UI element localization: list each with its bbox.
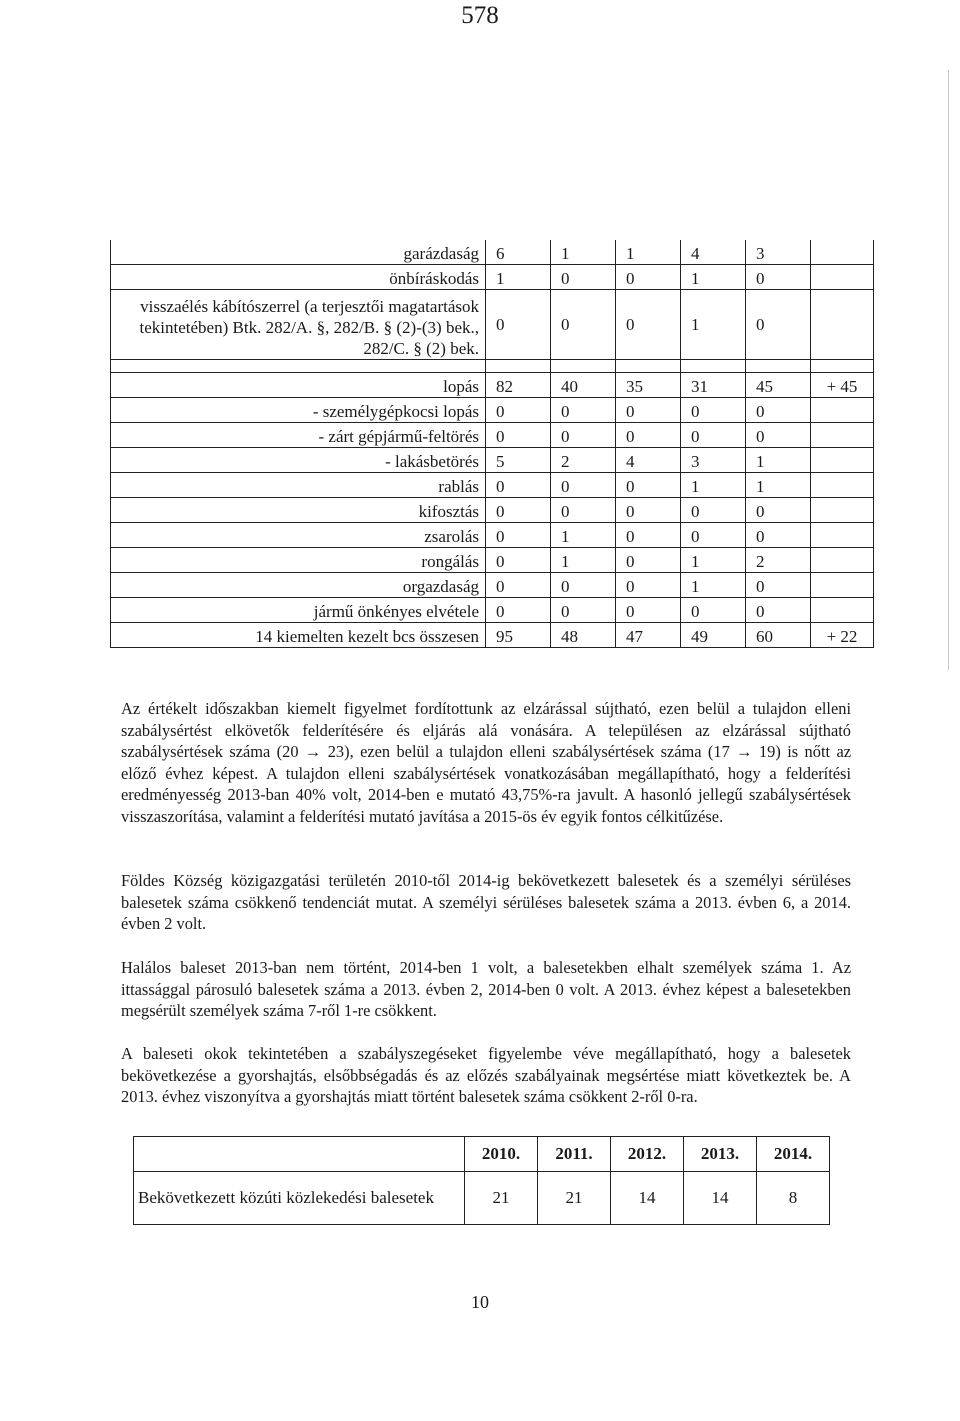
table-row (111, 498, 874, 523)
cell-value: 0 (616, 598, 681, 623)
table-row (111, 573, 874, 598)
cell-value: 0 (486, 548, 551, 573)
row-label: - személygépkocsi lopás (111, 398, 486, 423)
year-header: 2013. (684, 1137, 757, 1172)
cell-change (811, 448, 874, 473)
cell-value: 1 (746, 448, 811, 473)
accident-table (133, 1136, 830, 1225)
cell-value: 0 (551, 498, 616, 523)
cell-value: 1 (551, 523, 616, 548)
cell-value: 95 (486, 623, 551, 648)
cell-value: 8 (757, 1172, 830, 1225)
table-row (111, 398, 874, 423)
cell-value: 0 (486, 398, 551, 423)
cell-value: 0 (616, 573, 681, 598)
cell-value: 1 (681, 548, 746, 573)
cell-value: 0 (746, 573, 811, 598)
table-row (111, 423, 874, 448)
table-header-row (134, 1137, 830, 1172)
row-label: - zárt gépjármű-feltörés (111, 423, 486, 448)
cell-value: 0 (616, 398, 681, 423)
cell-value: 0 (551, 573, 616, 598)
table-row (111, 373, 874, 398)
cell-value: 1 (486, 265, 551, 290)
cell-value: 21 (465, 1172, 538, 1225)
cell-value: 3 (681, 448, 746, 473)
cell-value: 0 (551, 290, 616, 360)
year-header: 2011. (538, 1137, 611, 1172)
row-label: - lakásbetörés (111, 448, 486, 473)
cell-value: 1 (551, 548, 616, 573)
cell-change: + 45 (811, 373, 874, 398)
cell-value: 0 (486, 423, 551, 448)
cell-value: 0 (486, 598, 551, 623)
cell-change (811, 290, 874, 360)
cell-value: 1 (681, 573, 746, 598)
cell-value: 0 (616, 498, 681, 523)
cell-value: 48 (551, 623, 616, 648)
crime-statistics-table (110, 240, 874, 648)
margin-rule (948, 70, 949, 670)
cell-value: 0 (551, 265, 616, 290)
cell-value: 0 (681, 398, 746, 423)
cell-value: 0 (681, 423, 746, 448)
cell-value: 0 (616, 548, 681, 573)
cell-value: 0 (746, 498, 811, 523)
cell-change: + 22 (811, 623, 874, 648)
cell-value: 5 (486, 448, 551, 473)
row-label: önbíráskodás (111, 265, 486, 290)
cell-change (811, 523, 874, 548)
cell-value: 1 (746, 473, 811, 498)
table-row (111, 240, 874, 265)
table-row (111, 448, 874, 473)
cell-value: 14 (684, 1172, 757, 1225)
cell-value: 0 (551, 398, 616, 423)
cell-value: 82 (486, 373, 551, 398)
cell-value: 2 (551, 448, 616, 473)
cell-value: 1 (681, 473, 746, 498)
paragraph: A baleseti okok tekintetében a szabályszegéseket figyelembe véve megállapítható, hogy a balesetek bekövetkezése a gyorshajtás, elsőbbségadás és az előzés szabályainak megsértése miatt következtek be. A 2013. évhez viszonyítva a gyorshajtás miatt történt balesetek száma csökkent 2-ről 0-ra. (121, 1044, 851, 1106)
cell-change (811, 473, 874, 498)
cell-value: 4 (681, 240, 746, 265)
row-label: 14 kiemelten kezelt bcs összesen (111, 623, 486, 648)
cell-value: 14 (611, 1172, 684, 1225)
cell-value: 0 (681, 498, 746, 523)
table-row-total (111, 623, 874, 648)
cell-value: 45 (746, 373, 811, 398)
cell-change (811, 240, 874, 265)
cell-change (811, 598, 874, 623)
table-row (134, 1172, 830, 1225)
cell-value: 0 (746, 523, 811, 548)
cell-change (811, 265, 874, 290)
cell-value: 0 (616, 423, 681, 448)
cell-value: 0 (746, 290, 811, 360)
cell-value: 1 (681, 290, 746, 360)
cell-value: 21 (538, 1172, 611, 1225)
row-label: zsarolás (111, 523, 486, 548)
cell-value: 0 (746, 265, 811, 290)
row-label: garázdaság (111, 240, 486, 265)
table-row (111, 523, 874, 548)
cell-value: 60 (746, 623, 811, 648)
cell-change (811, 423, 874, 448)
cell-change (811, 498, 874, 523)
cell-value: 4 (616, 448, 681, 473)
cell-value: 0 (486, 498, 551, 523)
cell-value: 49 (681, 623, 746, 648)
cell-value: 0 (486, 523, 551, 548)
row-label: rongálás (111, 548, 486, 573)
table-spacer-row (111, 360, 874, 373)
table-row (111, 598, 874, 623)
table-row (111, 548, 874, 573)
cell-value: 0 (551, 473, 616, 498)
cell-value: 0 (616, 523, 681, 548)
year-header: 2014. (757, 1137, 830, 1172)
cell-value: 0 (486, 290, 551, 360)
year-header: 2010. (465, 1137, 538, 1172)
cell-value: 0 (616, 265, 681, 290)
cell-value: 0 (616, 290, 681, 360)
paragraph: Az értékelt időszakban kiemelt figyelmet fordítottunk az elzárással sújtható, ezen belül a tulajdon elleni szabálysértést elkövetők felderítésére és eljárás alá vonására. A településen az elzárással sújtható szabálysértések száma (20 → 23), ezen belül a tulajdon elleni szabálysértések száma (17 → 19) is nőtt az előző évhez képest. A tulajdon elleni szabálysértések vonatkozásában megállapítható, hogy a felderítési eredményesség 2013-ban 40% volt, 2014-ben e mutató 43,75%-ra javult. A hasonló jellegű szabálysértések visszaszorítása, valamint a felderítési mutató javítása a 2015-ös év egyik fontos célkitűzése. (121, 699, 851, 826)
row-label: Bekövetkezett közúti közlekedési balesetek (134, 1172, 465, 1225)
cell-change (811, 398, 874, 423)
cell-value: 3 (746, 240, 811, 265)
row-label: kifosztás (111, 498, 486, 523)
row-label: jármű önkényes elvétele (111, 598, 486, 623)
cell-value: 0 (486, 473, 551, 498)
paragraph: Halálos baleset 2013-ban nem történt, 2014-ben 1 volt, a balesetekben elhalt személyek száma 1. Az ittassággal párosuló balesetek száma a 2013. évben 2, 2014-ben 0 volt. A 2013. évhez képest a balesetekben megsérült személyek száma 7-ről 1-re csökkent. (121, 958, 851, 1020)
cell-value: 47 (616, 623, 681, 648)
cell-value: 0 (551, 598, 616, 623)
cell-value: 40 (551, 373, 616, 398)
year-header: 2012. (611, 1137, 684, 1172)
cell-value: 0 (486, 573, 551, 598)
cell-value: 0 (681, 598, 746, 623)
paragraph: Földes Község közigazgatási területén 2010-től 2014-ig bekövetkezett balesetek és a személyi sérüléses balesetek száma csökkenő tendenciát mutat. A személyi sérüléses balesetek száma a 2013. évben 6, a 2014. évben 2 volt. (121, 871, 851, 933)
page-number-top: 578 (461, 2, 499, 29)
cell-value: 1 (681, 265, 746, 290)
cell-value: 0 (681, 523, 746, 548)
cell-value: 0 (746, 598, 811, 623)
table-row (111, 473, 874, 498)
row-label: lopás (111, 373, 486, 398)
table-row (111, 265, 874, 290)
cell-change (811, 548, 874, 573)
cell-value: 0 (616, 473, 681, 498)
row-label: visszaélés kábítószerrel (a terjesztői magatartások tekintetében) Btk. 282/A. §, 282/B. § (2)-(3) bek., 282/C. § (2) bek. (111, 290, 486, 360)
cell-value: 0 (746, 398, 811, 423)
cell-value: 1 (551, 240, 616, 265)
cell-value: 2 (746, 548, 811, 573)
row-label: orgazdaság (111, 573, 486, 598)
cell-value: 35 (616, 373, 681, 398)
header-blank-cell (134, 1137, 465, 1172)
cell-value: 1 (616, 240, 681, 265)
cell-value: 6 (486, 240, 551, 265)
cell-value: 0 (746, 423, 811, 448)
row-label: rablás (111, 473, 486, 498)
cell-value: 31 (681, 373, 746, 398)
cell-change (811, 573, 874, 598)
table-row (111, 290, 874, 360)
page-number-bottom: 10 (471, 1292, 489, 1312)
cell-value: 0 (551, 423, 616, 448)
